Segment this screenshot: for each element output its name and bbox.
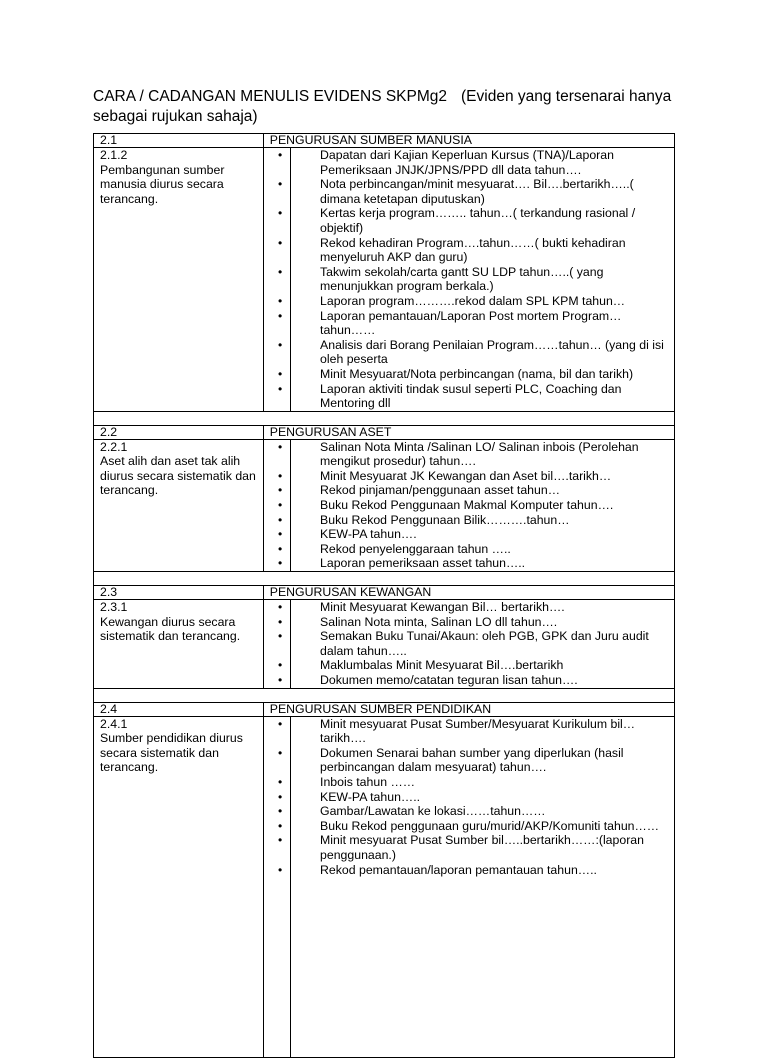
criteria-description: Sumber pendidikan diurus secara sistematik dan terancang. xyxy=(100,731,243,775)
evidence-item: • Buku Rekod penggunaan guru/murid/AKP/Komuniti tahun…… xyxy=(297,819,674,834)
bullet-column xyxy=(263,716,290,1057)
criteria-cell xyxy=(94,148,264,412)
evidence-item: • Dokumen Senarai bahan sumber yang diperlukan (hasil perbincangan dalam mesyuarat) tahun…. xyxy=(297,746,674,775)
evidence-list xyxy=(297,148,674,411)
section-content-row xyxy=(94,148,675,412)
section-content-row xyxy=(94,439,675,571)
criteria-code: 2.4.1 xyxy=(100,716,128,731)
evidence-item: • Minit mesyuarat Pusat Sumber bil…..bertarikh……:(laporan penggunaan.) xyxy=(297,833,674,862)
evidence-item: • Rekod pinjaman/penggunaan asset tahun… xyxy=(297,483,674,498)
bullet-column xyxy=(263,439,290,571)
evidence-item: • Minit Mesyuarat Kewangan Bil… bertarikh…. xyxy=(297,600,674,615)
criteria-cell xyxy=(94,600,264,689)
spacer-cell xyxy=(94,572,675,586)
criteria-code: 2.1.2 xyxy=(100,148,128,162)
spacer-cell xyxy=(94,411,675,425)
evidence-item: • Laporan pemeriksaan asset tahun….. xyxy=(297,556,674,571)
spacer-row xyxy=(94,572,675,586)
evidence-item: • Dokumen memo/catatan teguran lisan tahun…. xyxy=(297,673,674,688)
evidence-item: • KEW-PA tahun….. xyxy=(297,790,674,805)
document-title xyxy=(93,87,693,127)
evidence-list xyxy=(297,717,674,878)
evidence-item: • Salinan Nota Minta /Salinan LO/ Salinan inbois (Perolehan mengikut prosedur) tahun…. xyxy=(297,440,674,469)
section-heading: PENGURUSAN SUMBER MANUSIA xyxy=(263,134,674,148)
evidence-item: • Gambar/Lawatan ke lokasi……tahun…… xyxy=(297,804,674,819)
criteria-description: Pembangunan sumber manusia diurus secara terancang. xyxy=(100,162,225,206)
evidence-cell xyxy=(291,148,675,412)
evidence-table xyxy=(93,133,675,1058)
evidence-item: • Laporan pemantauan/Laporan Post mortem Program…tahun…… xyxy=(297,309,674,338)
evidence-item: • KEW-PA tahun…. xyxy=(297,527,674,542)
evidence-item: • Rekod pemantauan/laporan pemantauan tahun….. xyxy=(297,863,674,878)
section-code: 2.4 xyxy=(94,702,264,716)
evidence-cell xyxy=(291,439,675,571)
section-code: 2.1 xyxy=(94,134,264,148)
evidence-item: • Minit Mesyuarat JK Kewangan dan Aset bil….tarikh… xyxy=(297,469,674,484)
evidence-item: • Buku Rekod Penggunaan Bilik……….tahun… xyxy=(297,513,674,528)
section-content-row xyxy=(94,716,675,1057)
bullet-column xyxy=(263,600,290,689)
evidence-list xyxy=(297,600,674,688)
section-heading: PENGURUSAN ASET xyxy=(263,425,674,439)
criteria-cell xyxy=(94,716,264,1057)
evidence-item: • Dapatan dari Kajian Keperluan Kursus (TNA)/Laporan Pemeriksaan JNJK/JPNS/PPD dll data tahun…. xyxy=(297,148,674,177)
section-code: 2.3 xyxy=(94,586,264,600)
evidence-cell xyxy=(291,600,675,689)
evidence-item: • Semakan Buku Tunai/Akaun: oleh PGB, GPK dan Juru audit dalam tahun….. xyxy=(297,629,674,658)
evidence-item: • Nota perbincangan/minit mesyuarat…. Bil….bertarikh…..( dimana ketetapan diputuskan) xyxy=(297,177,674,206)
section-header-row xyxy=(94,702,675,716)
evidence-item: • Kertas kerja program…….. tahun…( terkandung rasional / objektif) xyxy=(297,206,674,235)
evidence-item: • Buku Rekod Penggunaan Makmal Komputer tahun…. xyxy=(297,498,674,513)
bullet-column xyxy=(263,148,290,412)
spacer-row xyxy=(94,411,675,425)
criteria-description: Aset alih dan aset tak alih diurus secara sistematik dan terancang. xyxy=(100,454,256,498)
title-main: CARA / CADANGAN MENULIS EVIDENS SKPMg2 xyxy=(93,88,448,105)
criteria-cell xyxy=(94,439,264,571)
section-heading: PENGURUSAN KEWANGAN xyxy=(263,586,674,600)
evidence-item: • Minit mesyuarat Pusat Sumber/Mesyuarat Kurikulum bil…tarikh…. xyxy=(297,717,674,746)
criteria-description: Kewangan diurus secara sistematik dan terancang. xyxy=(100,614,241,644)
evidence-item: • Maklumbalas Minit Mesyuarat Bil….bertarikh xyxy=(297,658,674,673)
evidence-item: • Laporan program……….rekod dalam SPL KPM tahun… xyxy=(297,294,674,309)
evidence-item: • Takwim sekolah/carta gantt SU LDP tahun…..( yang menunjukkan program berkala.) xyxy=(297,265,674,294)
section-heading: PENGURUSAN SUMBER PENDIDIKAN xyxy=(263,702,674,716)
evidence-item: • Rekod penyelenggaraan tahun ….. xyxy=(297,542,674,557)
section-header-row xyxy=(94,425,675,439)
section-header-row xyxy=(94,134,675,148)
criteria-code: 2.2.1 xyxy=(100,439,128,454)
evidence-item: • Minit Mesyuarat/Nota perbincangan (nama, bil dan tarikh) xyxy=(297,367,674,382)
evidence-item: • Salinan Nota minta, Salinan LO dll tahun…. xyxy=(297,615,674,630)
evidence-item: • Inbois tahun …… xyxy=(297,775,674,790)
section-code: 2.2 xyxy=(94,425,264,439)
evidence-item: • Rekod kehadiran Program….tahun……( bukti kehadiran menyeluruh AKP dan guru) xyxy=(297,236,674,265)
evidence-list xyxy=(297,440,674,571)
evidence-item: • Laporan aktiviti tindak susul seperti PLC, Coaching dan Mentoring dll xyxy=(297,382,674,411)
spacer-cell xyxy=(94,688,675,702)
evidence-cell xyxy=(291,716,675,1057)
section-header-row xyxy=(94,586,675,600)
section-content-row xyxy=(94,600,675,689)
evidence-item: • Analisis dari Borang Penilaian Program……tahun… (yang di isi oleh peserta xyxy=(297,338,674,367)
spacer-row xyxy=(94,688,675,702)
title-note: (Eviden yang tersenarai hanya sebagai rujukan sahaja) xyxy=(93,88,672,125)
criteria-code: 2.3.1 xyxy=(100,600,128,615)
